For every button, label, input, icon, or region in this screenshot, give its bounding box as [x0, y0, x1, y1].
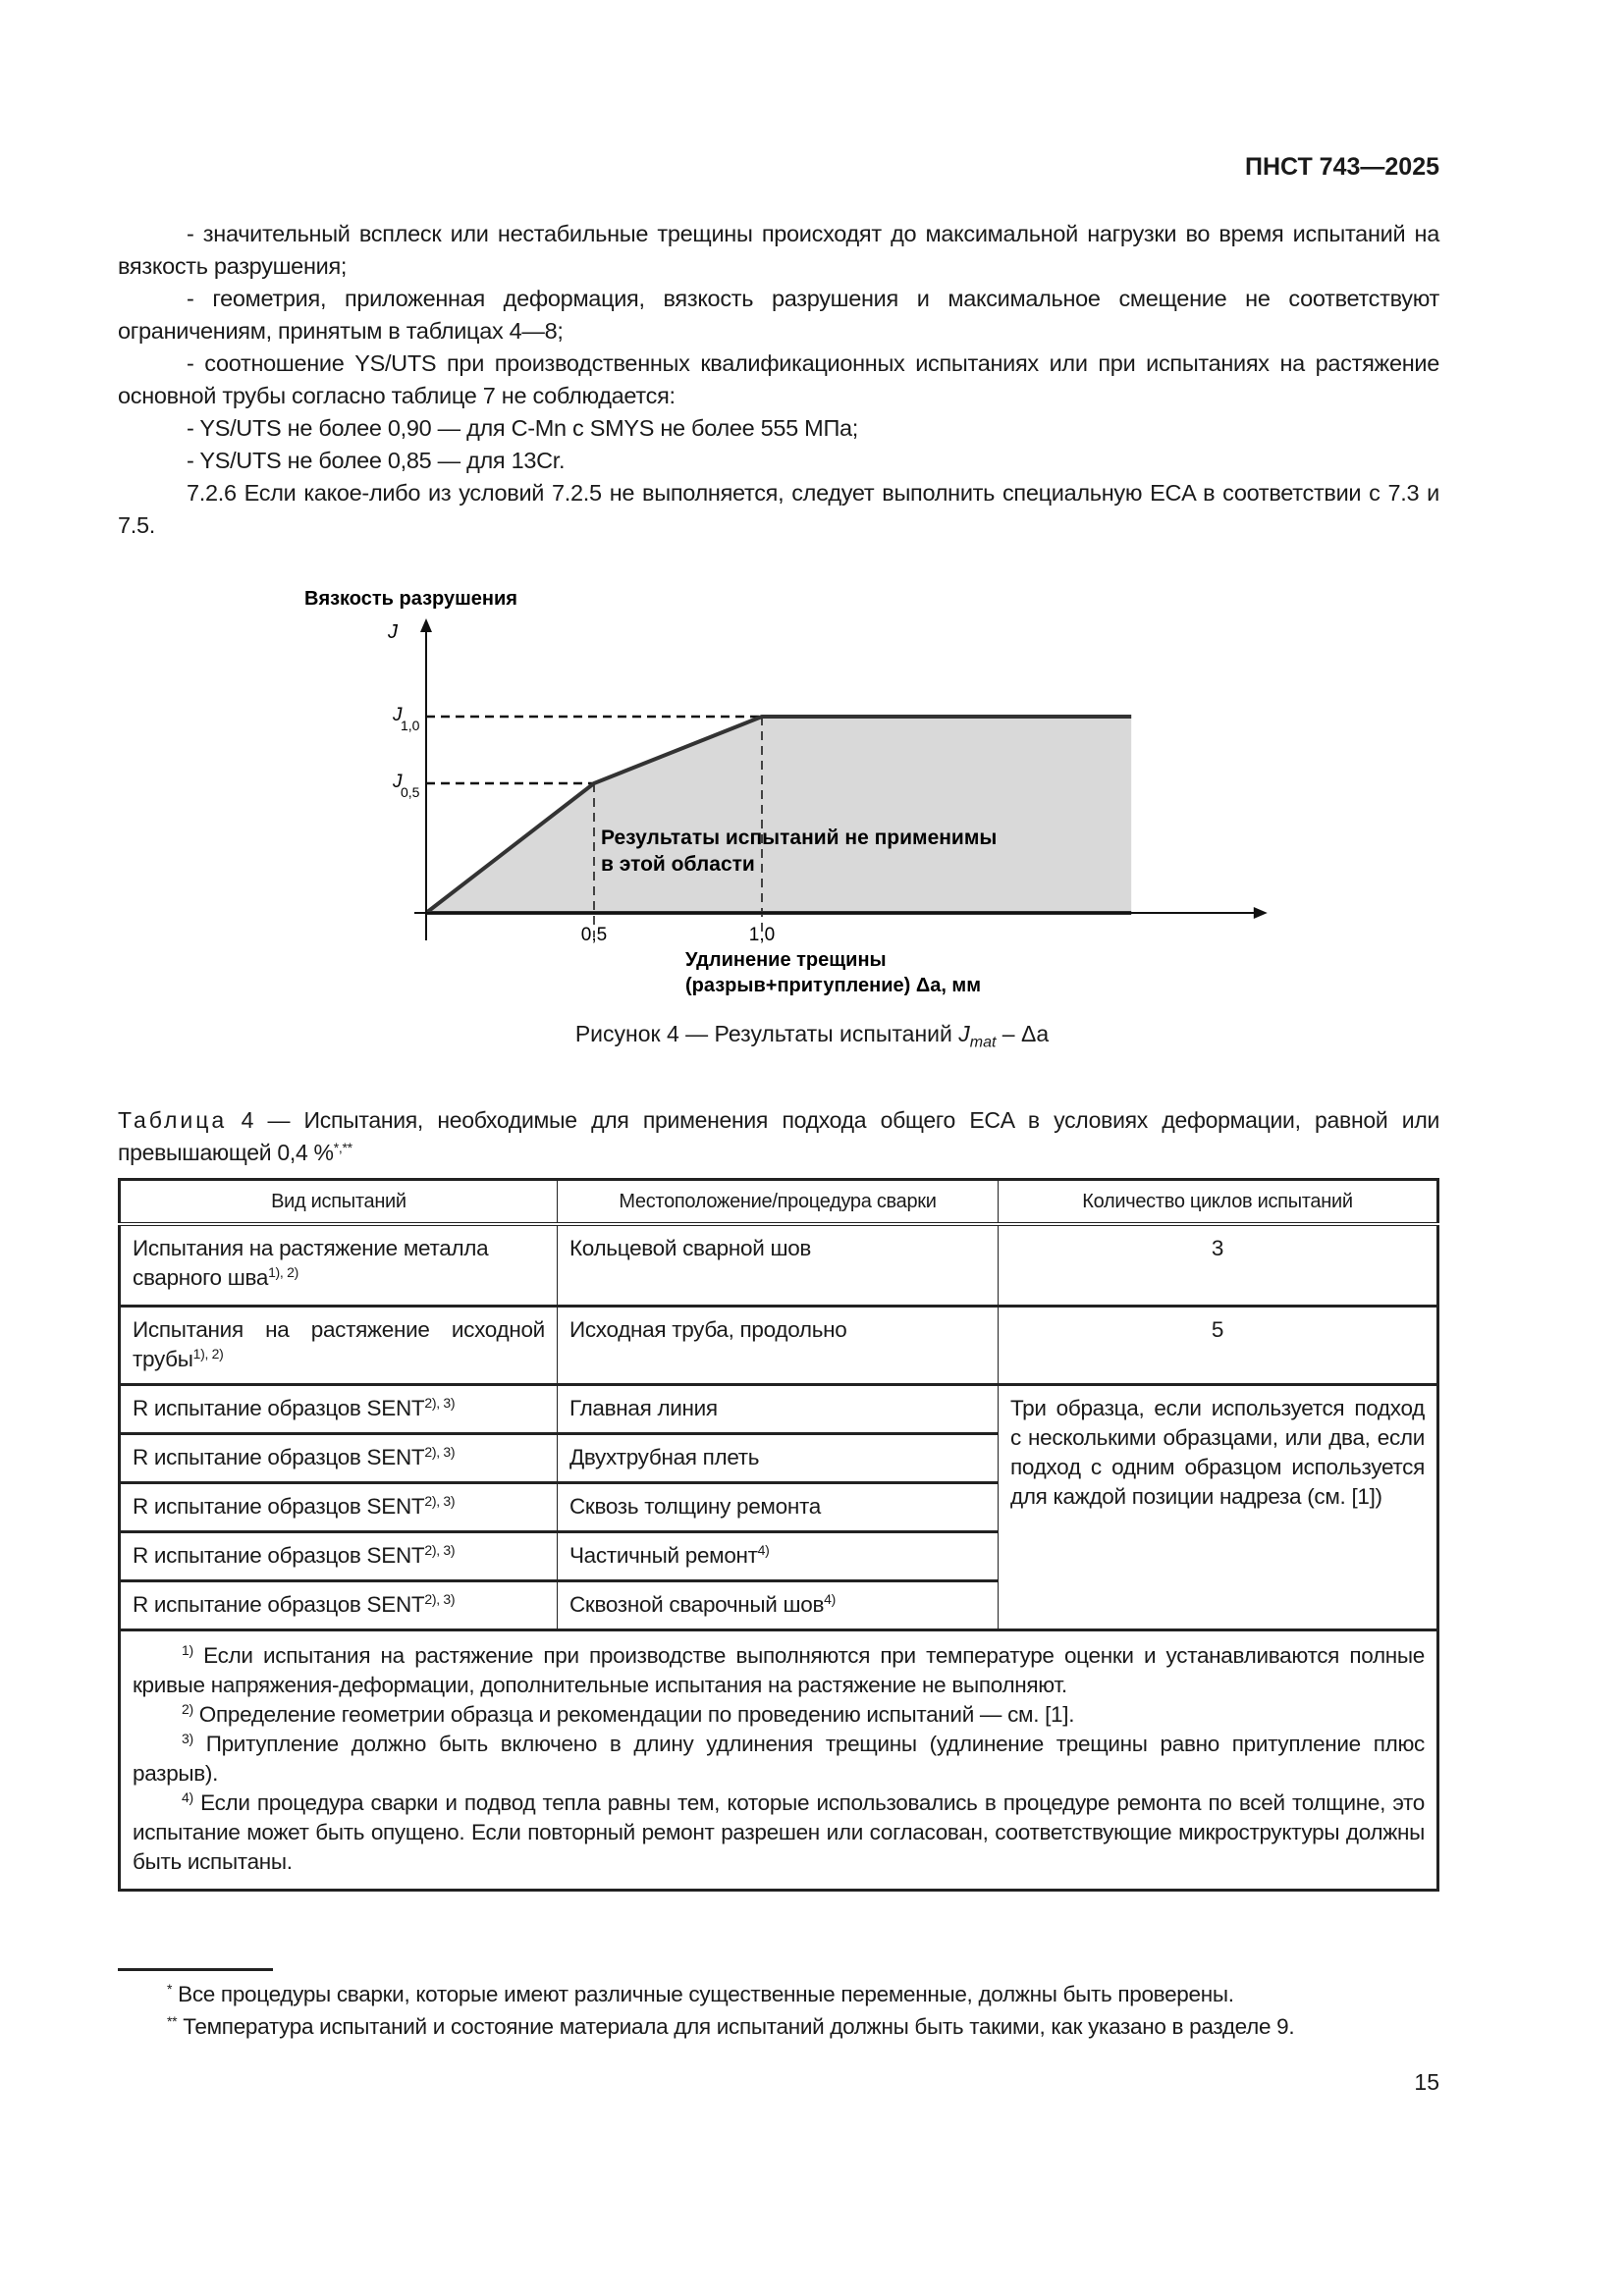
- y-tick-label: J: [393, 772, 403, 792]
- cell-location: Двухтрубная плеть: [557, 1433, 998, 1482]
- x-axis-arrow-icon: [1254, 907, 1268, 919]
- x-axis-label-line2: (разрыв+притупление) Δa, мм: [685, 975, 982, 996]
- paragraph: - соотношение YS/UTS при производственных квалификационных испытаниях или при испытаниях на растяжение основной трубы согласно таблице 7 не соблюдается:: [118, 350, 1439, 408]
- body-text: [118, 218, 1439, 542]
- footnote-divider: [118, 1968, 273, 1971]
- chart-title: Вязкость разрушения: [304, 588, 517, 610]
- caption-sub: mat: [969, 1034, 997, 1051]
- footnote: * Все процедуры сварки, которые имеют различные существенные переменные, должны быть проверены.: [167, 1981, 1234, 2006]
- cell-count: 3: [998, 1224, 1437, 1306]
- cell-location: Сквозной сварочный шов$^{4)}$: [557, 1580, 998, 1629]
- document-id: ПНСТ 743—2025: [1245, 153, 1439, 181]
- header-cell: Количество циклов испытаний: [998, 1180, 1437, 1225]
- j-delta-a-chart: [275, 579, 1306, 1011]
- caption-suffix: – Δa: [996, 1021, 1050, 1046]
- caption-text: Рисунок 4 — Результаты испытаний: [574, 1021, 959, 1046]
- y-tick-label: J: [393, 705, 403, 725]
- cell-location: Кольцевой сварной шов: [557, 1224, 998, 1306]
- cell-type: R испытание образцов $SENT^{2), 3)}$: [120, 1580, 558, 1629]
- cell-location: Частичный ремонт$^{4)}$: [557, 1531, 998, 1580]
- cell-type: R испытание образцов $SENT^{2), 3)}$: [120, 1482, 558, 1531]
- table-caption: [118, 1104, 1439, 1169]
- y-axis-arrow-icon: [420, 618, 432, 632]
- paragraph: - YS/UTS не более 0,85 — для 13Cr.: [187, 448, 566, 473]
- table-notes-row: [120, 1629, 1438, 1890]
- cell-type: Испытания на растяжение исходной трубы$^{1), 2)}$: [120, 1306, 558, 1384]
- cell-count: 5: [998, 1306, 1437, 1384]
- table-note: $^{4)}$ Если процедура сварки и подвод тепла равны тем, которые использовались в процедуре ремонта по всей толщине, это испытание может быть опущено. Если повторный ремонт разрешен или согласован, соответствующие микроструктуры должны быть испытаны.: [133, 1789, 1425, 1874]
- footnote: ** Температура испытаний и состояние материала для испытаний должны быть такими, как указано в разделе 9.: [167, 2013, 1295, 2039]
- cell-type: R испытание образцов $SENT^{2), 3)}$: [120, 1384, 558, 1433]
- y-axis-label: J: [388, 621, 398, 643]
- table-note: $^{2)}$ Определение геометрии образца и рекомендации по проведению испытаний — см. [1].: [182, 1700, 1075, 1727]
- cell-type: R испытание образцов $SENT^{2), 3)}$: [120, 1433, 558, 1482]
- paragraph: - геометрия, приложенная деформация, вязкость разрушения и максимальное смещение не соответствуют ограничениям, принятым в таблицах 4—8;: [118, 286, 1439, 344]
- cell-type: Испытания на растяжение металла сварного шва$^{1), 2)}$: [120, 1224, 558, 1306]
- cell-sent-count: Три образца, если используется подход с несколькими образцами, или два, если подход с одним образцом используется для каждой позиции надреза (см. [1]): [998, 1384, 1437, 1629]
- y-tick-sub: 0,5: [401, 784, 420, 800]
- figure-caption: [0, 1021, 1624, 1052]
- paragraph: - значительный всплеск или нестабильные трещины происходят до максимальной нагрузки во время испытаний на вязкость разрушения;: [118, 221, 1439, 279]
- cell-location: Исходная труба, продольно: [557, 1306, 998, 1384]
- cell-type: R испытание образцов $SENT^{2), 3)}$: [120, 1531, 558, 1580]
- footnotes: [118, 1978, 1439, 2043]
- header-cell: Вид испытаний: [120, 1180, 558, 1225]
- table-caption-label: Таблица: [118, 1107, 228, 1133]
- shaded-region: [426, 717, 1131, 913]
- table-row: [120, 1306, 1438, 1384]
- table-notes: [120, 1629, 1438, 1890]
- x-axis-label-line1: Удлинение трещины: [685, 949, 887, 971]
- y-tick-sub: 1,0: [401, 718, 420, 733]
- table-note: $^{3)}$ Притупление должно быть включено в длину удлинения трещины (удлинение трещины равно притупление плюс разрыв).: [133, 1730, 1425, 1786]
- table-note: $^{1)}$ Если испытания на растяжение при производстве выполняются при температуре оценки и устанавливаются полные кривые напряжения-деформации, дополнительные испытания на растяжение не выполняют.: [133, 1641, 1425, 1697]
- x-tick-label: 1,0: [748, 925, 776, 945]
- header-cell: Местоположение/процедура сварки: [557, 1180, 998, 1225]
- table-row: [120, 1224, 1438, 1306]
- caption-j: J: [958, 1021, 970, 1046]
- table-header-row: [120, 1180, 1438, 1225]
- paragraph: - YS/UTS не более 0,90 — для C-Mn с SMYS не более 555 МПа;: [187, 415, 859, 441]
- table-row: [120, 1384, 1438, 1433]
- region-label-line1: Результаты испытаний не применимы: [601, 827, 998, 849]
- page-number: 15: [1414, 2069, 1439, 2095]
- paragraph: 7.2.6 Если какое-либо из условий 7.2.5 не выполняется, следует выполнить специальную ECA в соответствии с 7.3 и 7.5.: [118, 480, 1439, 538]
- x-tick-label: 0,5: [580, 925, 608, 945]
- tests-table: [118, 1178, 1439, 1892]
- table-caption-sup: *,**: [333, 1140, 352, 1155]
- table-caption-text: 4 — Испытания, необходимые для применения подхода общего ECA в условиях деформации, равной или превышающей 0,4 %: [118, 1107, 1439, 1165]
- region-label-line2: в этой области: [601, 853, 755, 876]
- cell-location: Сквозь толщину ремонта: [557, 1482, 998, 1531]
- cell-location: Главная линия: [557, 1384, 998, 1433]
